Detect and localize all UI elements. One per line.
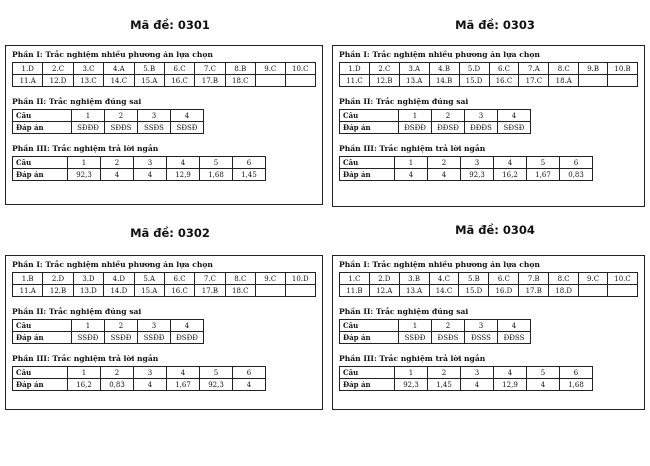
question-number: 2 — [101, 367, 134, 379]
part1-row — [13, 75, 316, 87]
question-number: 4 — [171, 110, 204, 122]
answer-cell — [608, 75, 638, 87]
answer-cell: 17.B — [519, 285, 549, 297]
answer-cell: 4.A — [104, 63, 134, 75]
answer-cell: 4.C — [429, 273, 459, 285]
answer-cell: 8.C — [549, 63, 579, 75]
question-number: 4 — [167, 367, 200, 379]
answer-cell: 9.B — [579, 63, 608, 75]
row-label: Đáp án — [340, 122, 399, 134]
part3-answer-row — [340, 169, 593, 181]
answer-cell: ĐSĐĐ — [399, 122, 432, 134]
question-number: 1 — [395, 157, 428, 169]
exam-code-title: Mã đề: 0302 — [130, 226, 210, 240]
part3-answer-row — [340, 379, 593, 391]
answer-cell: 92,3 — [461, 169, 494, 181]
part2-table — [339, 109, 531, 134]
row-label: Câu — [340, 110, 399, 122]
answer-cell: 17.B — [195, 75, 225, 87]
part1-table — [12, 272, 316, 297]
part2-title: Phần II: Trắc nghiệm đúng sai — [12, 97, 142, 106]
question-number: 3 — [461, 157, 494, 169]
part1-table — [339, 62, 638, 87]
answer-cell: ĐĐSS — [498, 332, 531, 344]
answer-cell: 15.D — [459, 75, 489, 87]
question-number: 2 — [432, 110, 465, 122]
question-number: 3 — [134, 157, 167, 169]
question-number: 1 — [399, 110, 432, 122]
part3-title: Phần III: Trắc nghiệm trả lời ngắn — [12, 354, 159, 363]
answer-cell: 4 — [461, 379, 494, 391]
part3-header-row — [13, 367, 266, 379]
row-label: Câu — [13, 320, 72, 332]
part2-title: Phần II: Trắc nghiệm đúng sai — [339, 97, 469, 106]
answer-cell — [285, 75, 315, 87]
answer-cell: 1,45 — [233, 169, 266, 181]
answer-cell: 1,68 — [560, 379, 593, 391]
answer-cell: 4 — [527, 379, 560, 391]
row-label: Đáp án — [340, 332, 399, 344]
answer-cell — [579, 285, 608, 297]
part1-row — [340, 273, 638, 285]
question-number: 3 — [465, 320, 498, 332]
answer-cell: SĐSĐ — [498, 122, 531, 134]
answer-cell: 4.B — [429, 63, 459, 75]
answer-cell: 1.D — [13, 63, 43, 75]
part1-title: Phần I: Trắc nghiệm nhiều phương án lựa chọn — [12, 260, 213, 269]
answer-cell: SSĐĐ — [399, 332, 432, 344]
answer-cell: 92,3 — [200, 379, 233, 391]
question-number: 6 — [233, 367, 266, 379]
part2-answer-row — [13, 332, 204, 344]
question-number: 4 — [498, 110, 531, 122]
answer-cell: 8.C — [225, 273, 255, 285]
answer-cell: 8.B — [225, 63, 255, 75]
answer-cell: 5.A — [134, 273, 164, 285]
answer-cell: 2.D — [43, 273, 73, 285]
part1-row — [340, 75, 638, 87]
part1-row — [13, 273, 316, 285]
answer-cell — [256, 285, 286, 297]
answer-cell: 7.A — [519, 63, 549, 75]
answer-cell: ĐSSS — [465, 332, 498, 344]
answer-cell: 1,67 — [527, 169, 560, 181]
answer-cell: 2.C — [43, 63, 73, 75]
answer-cell: 1.D — [340, 63, 370, 75]
row-label: Câu — [13, 157, 68, 169]
part1-row — [13, 285, 316, 297]
answer-cell: 7.B — [519, 273, 549, 285]
question-number: 1 — [395, 367, 428, 379]
answer-cell: ĐĐĐS — [465, 122, 498, 134]
answer-cell: 11.B — [340, 285, 370, 297]
part2-answer-row — [13, 122, 204, 134]
question-number: 4 — [498, 320, 531, 332]
answer-cell: 18.C — [225, 285, 255, 297]
part3-table — [12, 366, 266, 391]
answer-cell: 14.C — [104, 75, 134, 87]
row-label: Đáp án — [13, 332, 72, 344]
answer-key-card — [332, 255, 645, 410]
answer-cell: SĐĐĐ — [72, 122, 105, 134]
answer-cell: 11.C — [340, 75, 370, 87]
answer-cell: 1,68 — [200, 169, 233, 181]
part3-title: Phần III: Trắc nghiệm trả lời ngắn — [339, 144, 486, 153]
answer-cell: 12.B — [369, 75, 399, 87]
question-number: 5 — [527, 157, 560, 169]
answer-cell: 12,9 — [167, 169, 200, 181]
answer-cell: 6.C — [489, 273, 519, 285]
row-label: Đáp án — [13, 122, 72, 134]
answer-cell: 6.C — [164, 63, 194, 75]
part2-title: Phần II: Trắc nghiệm đúng sai — [339, 307, 469, 316]
answer-cell: 1.C — [340, 273, 370, 285]
part2-table — [12, 109, 204, 134]
part3-answer-row — [13, 379, 266, 391]
question-number: 6 — [233, 157, 266, 169]
row-label: Đáp án — [13, 379, 68, 391]
question-number: 4 — [494, 367, 527, 379]
answer-cell: 9.C — [256, 273, 286, 285]
answer-cell — [607, 285, 637, 297]
answer-cell: 10.D — [285, 273, 315, 285]
answer-cell: 1,45 — [428, 379, 461, 391]
answer-cell: 7.C — [195, 273, 225, 285]
answer-cell: 16,2 — [494, 169, 527, 181]
answer-cell: 18.C — [225, 75, 255, 87]
answer-cell: 11.A — [13, 285, 43, 297]
answer-cell: 4 — [134, 379, 167, 391]
row-label: Đáp án — [340, 379, 395, 391]
answer-cell: 14.D — [104, 285, 134, 297]
answer-cell: SSĐĐ — [105, 332, 138, 344]
answer-cell: 9.C — [579, 273, 608, 285]
part1-row — [340, 285, 638, 297]
answer-cell: 6.C — [164, 273, 194, 285]
answer-cell: SSĐĐ — [72, 332, 105, 344]
part3-header-row — [340, 367, 593, 379]
row-label: Câu — [340, 320, 399, 332]
answer-cell: 11.A — [13, 75, 43, 87]
answer-cell: 10.C — [285, 63, 315, 75]
answer-cell: 4 — [428, 169, 461, 181]
row-label: Câu — [13, 367, 68, 379]
part3-title: Phần III: Trắc nghiệm trả lời ngắn — [339, 354, 486, 363]
part1-table — [12, 62, 316, 87]
question-number: 1 — [68, 157, 101, 169]
answer-cell: 13.C — [73, 75, 103, 87]
question-number: 4 — [494, 157, 527, 169]
answer-cell: 7.C — [195, 63, 225, 75]
answer-cell: 8.C — [549, 273, 579, 285]
part3-table — [12, 156, 266, 181]
part1-row — [340, 63, 638, 75]
part3-table — [339, 366, 593, 391]
answer-cell: 3.A — [399, 63, 429, 75]
question-number: 6 — [560, 157, 593, 169]
answer-cell: 2.C — [369, 63, 399, 75]
part3-answer-row — [13, 169, 266, 181]
answer-key-card — [5, 45, 323, 205]
answer-cell: 0,83 — [560, 169, 593, 181]
answer-cell: ĐSĐĐ — [171, 332, 204, 344]
answer-cell: 1,67 — [167, 379, 200, 391]
question-number: 3 — [465, 110, 498, 122]
answer-cell: 5.B — [459, 273, 489, 285]
question-number: 2 — [432, 320, 465, 332]
answer-cell: 17.B — [195, 285, 225, 297]
answer-cell: 4.D — [104, 273, 134, 285]
answer-cell: 12.A — [369, 285, 399, 297]
question-number: 6 — [560, 367, 593, 379]
question-number: 1 — [72, 110, 105, 122]
part2-header-row — [340, 320, 531, 332]
exam-code-title: Mã đề: 0301 — [130, 18, 210, 32]
question-number: 2 — [105, 110, 138, 122]
part2-answer-row — [340, 332, 531, 344]
answer-cell: 6.C — [489, 63, 519, 75]
answer-cell: 15.A — [134, 285, 164, 297]
question-number: 2 — [428, 157, 461, 169]
row-label: Đáp án — [340, 169, 395, 181]
answer-cell — [256, 75, 286, 87]
question-number: 5 — [527, 367, 560, 379]
answer-cell: 16,2 — [68, 379, 101, 391]
question-number: 3 — [134, 367, 167, 379]
answer-cell: 16.C — [164, 75, 194, 87]
answer-cell: 13.A — [399, 285, 429, 297]
question-number: 1 — [72, 320, 105, 332]
answer-cell: 10.C — [607, 273, 637, 285]
answer-cell: 1.B — [13, 273, 43, 285]
answer-cell: 12.D — [43, 75, 73, 87]
answer-cell: SSĐĐ — [138, 332, 171, 344]
question-number: 3 — [138, 110, 171, 122]
answer-cell: 18.A — [549, 75, 579, 87]
answer-cell: 17.C — [519, 75, 549, 87]
part3-header-row — [340, 157, 593, 169]
part1-title: Phần I: Trắc nghiệm nhiều phương án lựa chọn — [339, 50, 540, 59]
question-number: 5 — [200, 367, 233, 379]
question-number: 3 — [461, 367, 494, 379]
answer-cell: 10.B — [608, 63, 638, 75]
exam-code-title: Mã đề: 0304 — [455, 223, 535, 237]
answer-cell: 92,3 — [68, 169, 101, 181]
question-number: 2 — [101, 157, 134, 169]
answer-cell: ĐSĐS — [432, 332, 465, 344]
part1-title: Phần I: Trắc nghiệm nhiều phương án lựa chọn — [339, 260, 540, 269]
answer-cell: 12.B — [43, 285, 73, 297]
row-label: Câu — [340, 367, 395, 379]
answer-cell: 16.D — [489, 285, 519, 297]
part1-row — [13, 63, 316, 75]
question-number: 3 — [138, 320, 171, 332]
part2-answer-row — [340, 122, 531, 134]
answer-cell: 5.D — [459, 63, 489, 75]
answer-key-card — [5, 255, 323, 410]
part2-title: Phần II: Trắc nghiệm đúng sai — [12, 307, 142, 316]
answer-cell: 12,9 — [494, 379, 527, 391]
answer-cell: 5.B — [134, 63, 164, 75]
part2-table — [12, 319, 204, 344]
answer-cell: 3.C — [73, 63, 103, 75]
answer-cell: 14.B — [429, 75, 459, 87]
answer-cell: 4 — [233, 379, 266, 391]
answer-cell — [285, 285, 315, 297]
part1-table — [339, 272, 638, 297]
part1-title: Phần I: Trắc nghiệm nhiều phương án lựa chọn — [12, 50, 213, 59]
part2-header-row — [13, 110, 204, 122]
answer-cell: SSĐS — [138, 122, 171, 134]
answer-cell: 16.C — [164, 285, 194, 297]
answer-cell: 18.D — [549, 285, 579, 297]
answer-cell: 3.B — [399, 273, 429, 285]
part2-table — [339, 319, 531, 344]
part3-title: Phần III: Trắc nghiệm trả lời ngắn — [12, 144, 159, 153]
answer-cell — [579, 75, 608, 87]
answer-cell: 0,83 — [101, 379, 134, 391]
question-number: 2 — [105, 320, 138, 332]
row-label: Câu — [340, 157, 395, 169]
part2-header-row — [13, 320, 204, 332]
question-number: 1 — [68, 367, 101, 379]
question-number: 2 — [428, 367, 461, 379]
answer-cell: 13.D — [73, 285, 103, 297]
question-number: 4 — [167, 157, 200, 169]
answer-cell: SĐĐS — [105, 122, 138, 134]
answer-cell: 4 — [134, 169, 167, 181]
row-label: Câu — [13, 110, 72, 122]
exam-code-title: Mã đề: 0303 — [455, 18, 535, 32]
answer-cell: 3.D — [73, 273, 103, 285]
answer-cell: ĐĐSĐ — [432, 122, 465, 134]
part3-header-row — [13, 157, 266, 169]
part3-table — [339, 156, 593, 181]
answer-cell: 4 — [395, 169, 428, 181]
answer-cell: SĐSĐ — [171, 122, 204, 134]
answer-cell: 15.A — [134, 75, 164, 87]
answer-cell: 2.D — [369, 273, 399, 285]
answer-cell: 9.C — [256, 63, 286, 75]
question-number: 1 — [399, 320, 432, 332]
part2-header-row — [340, 110, 531, 122]
answer-cell: 92,3 — [395, 379, 428, 391]
answer-cell: 13.A — [399, 75, 429, 87]
answer-cell: 16.C — [489, 75, 519, 87]
row-label: Đáp án — [13, 169, 68, 181]
question-number: 4 — [171, 320, 204, 332]
answer-cell: 14.C — [429, 285, 459, 297]
answer-cell: 15.D — [459, 285, 489, 297]
answer-key-card — [332, 45, 645, 207]
question-number: 5 — [200, 157, 233, 169]
answer-cell: 4 — [101, 169, 134, 181]
